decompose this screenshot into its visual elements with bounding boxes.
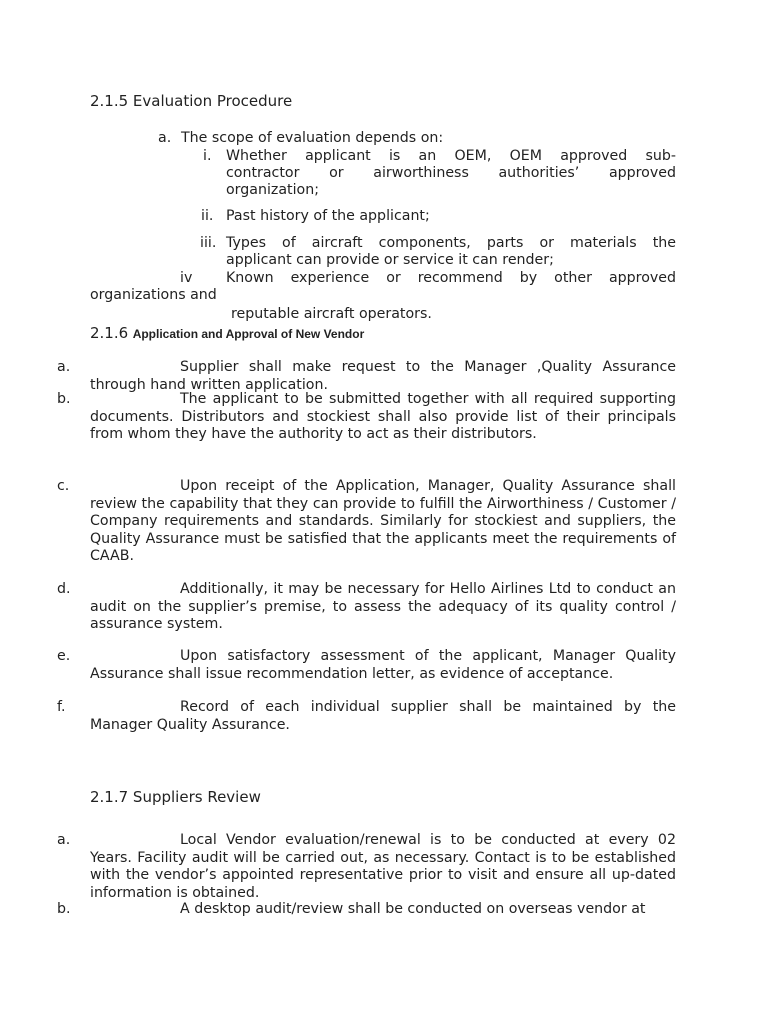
item-216-d-text bbox=[90, 581, 676, 634]
item-216-d-marker: d. bbox=[57, 581, 71, 597]
item-217-a-marker: a. bbox=[57, 832, 71, 848]
section-2-1-6-heading bbox=[90, 325, 364, 344]
item-217-a-content: Local Vendor evaluation/renewal is to be conducted at every 02 Years. Facility audit will be carried out, as necessary. Contact is to be established with the vendor’s appointed representative prior to visit and ensure all up-dated information is obtained. bbox=[90, 832, 676, 901]
sub-i-line2: contractor or airworthiness authorities’ approved bbox=[226, 165, 676, 181]
item-216-a-text bbox=[90, 359, 676, 394]
item-216-f-content: Record of each individual supplier shall be maintained by the Manager Quality Assurance. bbox=[90, 699, 676, 733]
sub-iii-line2: applicant can provide or service it can render; bbox=[226, 252, 554, 268]
sub-i-line1: Whether applicant is an OEM, OEM approved sub- bbox=[226, 148, 676, 164]
section-2-1-5-heading: 2.1.5 Evaluation Procedure bbox=[90, 92, 293, 110]
section-2-1-6-title: Application and Approval of New Vendor bbox=[132, 327, 365, 341]
sub-iv-line3: reputable aircraft operators. bbox=[231, 306, 432, 322]
item-216-c-content: Upon receipt of the Application, Manager, Quality Assurance shall review the capability that they can provide to fulfill the Airworthiness / Customer / Company requirements and standards. Similarly for stockiest and suppliers, the Quality Assurance must be satisfied that the applicants meet the requirements of CAAB. bbox=[90, 478, 676, 564]
sub-iv-line1: Known experience or recommend by other approved bbox=[226, 270, 676, 286]
item-216-c-marker: c. bbox=[57, 478, 70, 494]
item-216-b-content: The applicant to be submitted together with all required supporting documents. Distributors and stockiest shall also provide list of their principals from whom they have the authority to act as their distributors. bbox=[90, 391, 676, 442]
item-216-e-marker: e. bbox=[57, 648, 71, 664]
item-a-text: The scope of evaluation depends on: bbox=[181, 130, 444, 146]
item-216-b-text bbox=[90, 391, 676, 444]
sub-i-line3: organization; bbox=[226, 182, 319, 198]
item-216-e-text bbox=[90, 648, 676, 683]
sub-i-marker: i. bbox=[203, 148, 212, 164]
item-a-marker: a. bbox=[158, 130, 172, 146]
item-217-a-text bbox=[90, 832, 676, 902]
sub-iv-marker: iv bbox=[180, 270, 193, 286]
item-216-a-marker: a. bbox=[57, 359, 71, 375]
item-216-e-content: Upon satisfactory assessment of the applicant, Manager Quality Assurance shall issue recommendation letter, as evidence of acceptance. bbox=[90, 648, 676, 682]
item-217-b-content: A desktop audit/review shall be conducted on overseas vendor at bbox=[180, 901, 646, 917]
sub-ii-marker: ii. bbox=[201, 208, 214, 224]
item-216-b-marker: b. bbox=[57, 391, 71, 407]
item-216-f-marker: f. bbox=[57, 699, 66, 715]
item-216-f-text bbox=[90, 699, 676, 734]
item-217-b-text bbox=[90, 901, 676, 919]
sub-iii-line1: Types of aircraft components, parts or materials the bbox=[226, 235, 676, 251]
section-2-1-6-number: 2.1.6 bbox=[90, 324, 129, 342]
sub-ii-text: Past history of the applicant; bbox=[226, 208, 430, 224]
item-216-c-text bbox=[90, 478, 676, 566]
section-2-1-7-heading: 2.1.7 Suppliers Review bbox=[90, 788, 261, 806]
item-216-d-content: Additionally, it may be necessary for Hello Airlines Ltd to conduct an audit on the supplier’s premise, to assess the adequacy of its quality control / assurance system. bbox=[90, 581, 676, 632]
sub-iii-marker: iii. bbox=[200, 235, 217, 251]
item-216-a-content: Supplier shall make request to the Manager ,Quality Assurance through hand written application. bbox=[90, 359, 676, 393]
sub-iv-line2: organizations and bbox=[90, 287, 217, 303]
item-217-b-marker: b. bbox=[57, 901, 71, 917]
